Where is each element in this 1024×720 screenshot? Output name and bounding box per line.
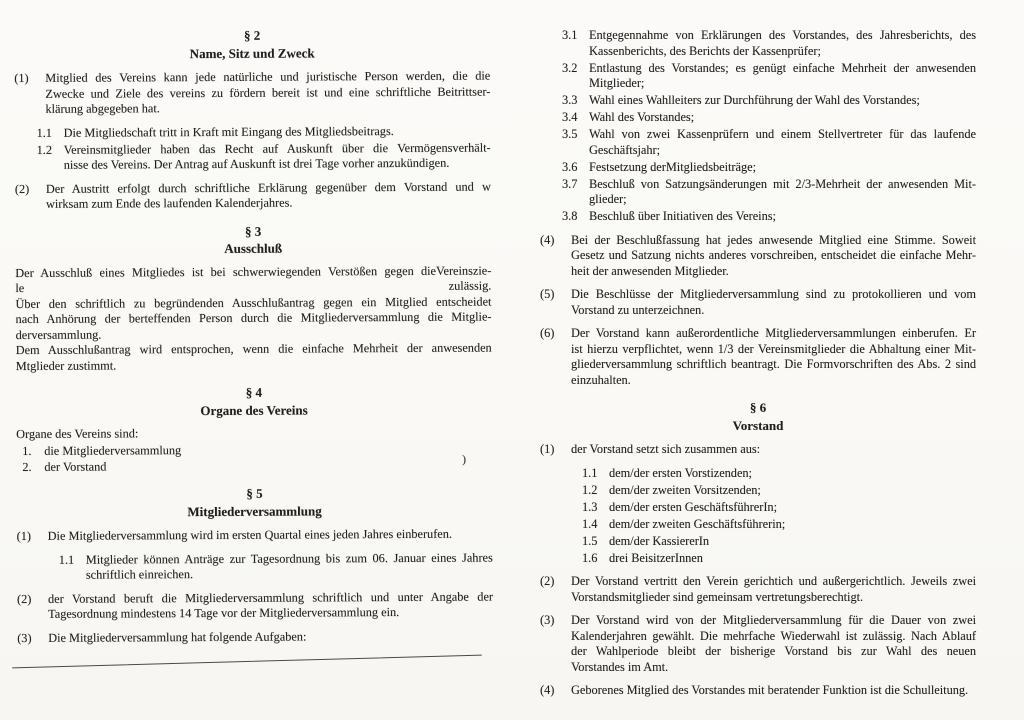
item-number: 1.2 bbox=[582, 482, 598, 497]
numbered-item bbox=[540, 326, 976, 388]
paragraph bbox=[16, 425, 492, 443]
text-line: Vereinsmitglieder haben das Recht auf Auskunft über die Vermögensverhält- bbox=[63, 140, 491, 157]
item-body bbox=[16, 425, 492, 443]
numbered-item bbox=[540, 683, 976, 699]
text-line: der Wahlperiode bleibt der bisherige Vorstand bis zur Wahl des neuen bbox=[571, 644, 976, 658]
item-number: 3.4 bbox=[562, 110, 578, 124]
sub-item bbox=[15, 123, 491, 141]
right-column bbox=[540, 28, 976, 707]
item-body bbox=[589, 28, 976, 59]
item-number: 1.1 bbox=[58, 552, 75, 567]
item-body bbox=[48, 628, 493, 646]
text-line: dem/der ersten GeschäftsführerIn; bbox=[609, 499, 777, 514]
item-number: (1) bbox=[16, 528, 32, 543]
item-body bbox=[45, 69, 490, 118]
item-body bbox=[571, 442, 976, 458]
text-line: dem/der zweiten Vorsitzenden; bbox=[609, 482, 761, 497]
stray-mark: ) bbox=[462, 452, 466, 466]
text-line: der Vorstand bbox=[44, 459, 107, 474]
text-line: derversammlung. bbox=[15, 327, 102, 342]
item-number: 3.5 bbox=[562, 127, 578, 141]
item-number: (4) bbox=[540, 683, 555, 697]
item-body bbox=[571, 574, 976, 605]
numbered-item bbox=[540, 442, 976, 458]
sub-item bbox=[540, 534, 976, 550]
item-body bbox=[44, 457, 492, 475]
text-line: der Vorstand setzt sich zusammen aus: bbox=[571, 442, 761, 456]
item-number: 3.3 bbox=[562, 93, 578, 107]
text-line: dem/der zweiten Geschäftsführerin; bbox=[609, 516, 786, 531]
item-number: (3) bbox=[17, 630, 32, 645]
item-body bbox=[64, 123, 491, 141]
text-line: Vorstandes im Amt. bbox=[571, 659, 669, 674]
item-number: 2. bbox=[22, 459, 32, 474]
text-line: Vorstandsmitglieder sind gemeinsam vertretungsberechtigt. bbox=[571, 589, 864, 604]
list-item bbox=[16, 457, 492, 475]
item-body bbox=[571, 233, 976, 280]
item-number: 3.1 bbox=[562, 28, 578, 42]
text-line: der Vorstand beruft die Mitgliederversammlung schriftlich und unter Angabe der bbox=[47, 588, 494, 606]
sub-item bbox=[540, 517, 976, 533]
text-line: wirksam zum Ende des laufenden Kalenderjahres. bbox=[45, 195, 293, 211]
sub-item bbox=[540, 93, 976, 109]
section-title: Vorstand bbox=[732, 417, 784, 433]
item-body bbox=[609, 466, 976, 482]
text-line: dem/der ersten Vorstizenden; bbox=[609, 465, 752, 480]
sub-item bbox=[540, 483, 976, 499]
numbered-item bbox=[540, 287, 976, 318]
numbered-item bbox=[17, 527, 493, 545]
item-body bbox=[15, 263, 492, 374]
text-line: einzuhalten. bbox=[571, 372, 631, 387]
item-number: 1.3 bbox=[582, 499, 598, 514]
numbered-item bbox=[17, 589, 493, 622]
numbered-item bbox=[540, 233, 976, 280]
item-body bbox=[589, 127, 976, 158]
sub-item bbox=[15, 140, 491, 173]
item-body bbox=[86, 550, 493, 583]
text-line: Die Mitgliederversammlung hat folgende Aufgaben: bbox=[48, 628, 307, 645]
item-number: 1.4 bbox=[582, 516, 598, 531]
section-title: Ausschluß bbox=[224, 240, 283, 256]
item-number: (3) bbox=[540, 613, 555, 627]
sub-item bbox=[540, 500, 976, 516]
text-line: Die Beschlüsse der Mitgliederversammlung sind zu protokollieren und vom bbox=[571, 287, 976, 301]
item-body bbox=[48, 527, 493, 545]
sub-item bbox=[540, 551, 976, 567]
text-line: Mitglieder; bbox=[589, 76, 645, 90]
item-number: (2) bbox=[540, 574, 555, 588]
text-line: Gesetz und Satzung nichts anderes vorschreiben, entscheidet die einfache Mehr- bbox=[571, 248, 976, 262]
item-body bbox=[589, 177, 976, 208]
text-line: Zwecke und Ziele des vereins zu fördern bereit ist und eine schriftliche Beitrittser- bbox=[45, 84, 491, 101]
section-title: Name, Sitz und Zweck bbox=[189, 44, 315, 61]
item-body bbox=[571, 613, 976, 675]
item-number: (2) bbox=[16, 591, 32, 606]
text-line: Der Vorstand vertritt den Verein gerichtich und außergerichtlich. Jeweils zwei bbox=[571, 574, 976, 588]
section-number: § 4 bbox=[245, 384, 263, 400]
text-line: Geschäftsjahr; bbox=[589, 142, 661, 157]
text-line: Die Mitgliederversammlung wird im ersten Quartal eines jeden Jahres einberufen. bbox=[47, 526, 452, 543]
item-number: (2) bbox=[14, 181, 30, 196]
item-body bbox=[609, 500, 976, 516]
numbered-item bbox=[14, 69, 490, 118]
text-line: Die Mitgliedschaft tritt in Kraft mit Eingang des Mitgliedsbeitrags. bbox=[63, 123, 394, 140]
text-line: le zulässig. bbox=[15, 278, 492, 295]
text-line: ist hierzu verpflichtet, wenn 1/3 der Vereinsmitglieder die Abhaltung einer Mit- bbox=[571, 341, 976, 356]
numbered-item bbox=[15, 179, 491, 212]
section-number: § 2 bbox=[243, 27, 261, 43]
item-body bbox=[589, 110, 976, 126]
item-body bbox=[571, 683, 976, 699]
left-column bbox=[14, 26, 493, 654]
text-line: Entlastung des Vorstandes; es genügt einfache Mehrheit der anwesenden bbox=[589, 60, 976, 75]
item-body bbox=[589, 209, 976, 225]
sub-item bbox=[540, 61, 976, 92]
text-line: nach Anhörung der berteffenden Person durch die Mitgliederversammlung die Mitglie- bbox=[15, 309, 492, 326]
item-number: 3.6 bbox=[562, 159, 578, 174]
item-number: (5) bbox=[540, 287, 555, 301]
item-number: 1. bbox=[22, 443, 32, 458]
item-number: (4) bbox=[540, 232, 555, 247]
text-line: Der Austritt erfolgt durch schriftliche Erklärung gegenüber dem Vorstand und w bbox=[45, 179, 491, 196]
text-line: heit der anwesenden Mitglieder. bbox=[571, 263, 729, 278]
item-number: (1) bbox=[540, 442, 555, 456]
text-line: gliederversammlung schriftlich beantragt. Die Formvorschriften des Abs. 2 sind bbox=[571, 357, 976, 371]
text-line: Wahl von zwei Kassenprüfern und einem Stellvertreter für das laufende bbox=[589, 127, 976, 141]
item-body bbox=[609, 483, 976, 499]
section-heading bbox=[15, 221, 491, 258]
section-heading bbox=[540, 399, 976, 434]
item-body bbox=[64, 140, 491, 173]
item-number: (1) bbox=[14, 70, 29, 85]
section-title: Organe des Vereins bbox=[200, 401, 308, 418]
text-line: Geborenes Mitglied des Vorstandes mit beratender Funktion ist die Schulleitung. bbox=[571, 683, 969, 697]
item-body bbox=[589, 61, 976, 92]
text-line: schriftlich einreichen. bbox=[85, 567, 194, 582]
sub-item bbox=[540, 28, 976, 59]
text-line: drei BeisitzerInnen bbox=[609, 550, 703, 565]
section-heading bbox=[14, 26, 490, 63]
section-heading bbox=[16, 383, 492, 420]
item-body bbox=[609, 551, 976, 567]
item-number: 1.2 bbox=[36, 142, 53, 157]
numbered-item bbox=[540, 574, 976, 605]
item-body bbox=[589, 160, 976, 176]
section-title: Mitgliederversammlung bbox=[187, 502, 322, 519]
item-number: 1.1 bbox=[582, 465, 598, 480]
sub-item bbox=[540, 177, 976, 208]
section-number: § 6 bbox=[749, 400, 767, 415]
section-heading bbox=[16, 484, 492, 521]
text-line: Über den schriftlich zu begründenden Ausschlußantrag gegen ein Mitglied entscheidet bbox=[15, 294, 492, 311]
item-number: 1.1 bbox=[36, 125, 52, 140]
item-body bbox=[609, 534, 976, 550]
text-line: Organe des Vereins sind: bbox=[16, 426, 139, 441]
paragraph bbox=[15, 263, 492, 374]
numbered-item bbox=[540, 613, 976, 675]
text-line: Kassenberichts, des Berichts der Kassenprüfer; bbox=[589, 43, 821, 58]
sub-item bbox=[540, 160, 976, 176]
section-number: § 5 bbox=[246, 485, 263, 501]
sub-item bbox=[540, 209, 976, 225]
item-body bbox=[571, 287, 976, 318]
text-line: die Mitgliederversammlung bbox=[44, 443, 182, 458]
item-number: 3.2 bbox=[562, 60, 578, 75]
text-line: nisse des Vereins. Der Antrag auf Auskunft ist drei Tage vorher anzukündigen. bbox=[63, 155, 450, 172]
text-line: Beschluß über Initiativen des Vereins; bbox=[589, 209, 776, 223]
text-line: dem/der KassiererIn bbox=[609, 533, 710, 548]
text-line: Der Vorstand wird von der Mitgliederversammlung für die Dauer von zwei bbox=[571, 613, 976, 627]
text-line: Kalenderjahren gewählt. Die mehrfache Wiederwahl ist zulässig. Nach Ablauf bbox=[571, 628, 976, 643]
text-line: Mitglied des Vereins kann jede natürliche und juristische Person werden, die die bbox=[45, 68, 491, 85]
text-line: Der Ausschluß eines Mitgliedes ist bei schwerwiegenden Verstößen gegen dieVereinszie- bbox=[15, 263, 492, 280]
text-line: Vorstand zu unterzeichnen. bbox=[571, 302, 705, 317]
text-line: Tagesordnung mindestens 14 Tage vor der Mitgliederversammlung ein. bbox=[48, 604, 400, 621]
numbered-item bbox=[17, 628, 493, 646]
text-line: Beschluß von Satzungsänderungen mit 2/3-Mehrheit der anwesenden Mit- bbox=[589, 176, 976, 191]
sub-item bbox=[540, 127, 976, 158]
text-line: klärung abgegeben hat. bbox=[45, 101, 160, 116]
text-line: Entgegennahme von Erklärungen des Vorstandes, des Jahresberichts, des bbox=[589, 28, 976, 42]
item-body bbox=[571, 326, 976, 388]
text-line: Mitglieder können Anträge zur Tagesordnung bis zum 06. Januar eines Jahres bbox=[85, 550, 493, 567]
section-number: § 3 bbox=[244, 223, 262, 239]
item-number: (6) bbox=[540, 326, 555, 340]
text-line: Wahl des Vorstandes; bbox=[589, 110, 695, 124]
item-number: 1.5 bbox=[582, 533, 598, 548]
item-body bbox=[48, 589, 493, 622]
text-line: Mtglieder zustimmt. bbox=[15, 357, 117, 373]
text-line: glieder; bbox=[589, 192, 627, 206]
text-line: Dem Ausschlußantrag wird entsprochen, wenn die einfache Mehrheit der anwesenden bbox=[15, 340, 492, 357]
text-line: Bei der Beschlußfassung hat jedes anwesende Mitglied eine Stimme. Soweit bbox=[571, 232, 976, 247]
sub-item bbox=[540, 466, 976, 482]
text-line: Der Vorstand kann außerordentliche Mitgliederversammlungen einberufen. Er bbox=[571, 326, 976, 340]
item-number: 3.7 bbox=[562, 176, 578, 191]
item-number: 3.8 bbox=[562, 209, 578, 223]
item-number: 1.6 bbox=[582, 550, 598, 565]
item-body bbox=[46, 179, 491, 212]
item-body bbox=[589, 93, 976, 109]
text-line: Wahl eines Wahlleiters zur Durchführung der Wahl des Vorstandes; bbox=[589, 93, 920, 107]
sub-item bbox=[17, 550, 493, 583]
item-body bbox=[609, 517, 976, 533]
sub-item bbox=[540, 110, 976, 126]
separator-rule bbox=[12, 655, 482, 669]
text-line: Festsetzung derMitgliedsbeiträge; bbox=[589, 159, 756, 174]
